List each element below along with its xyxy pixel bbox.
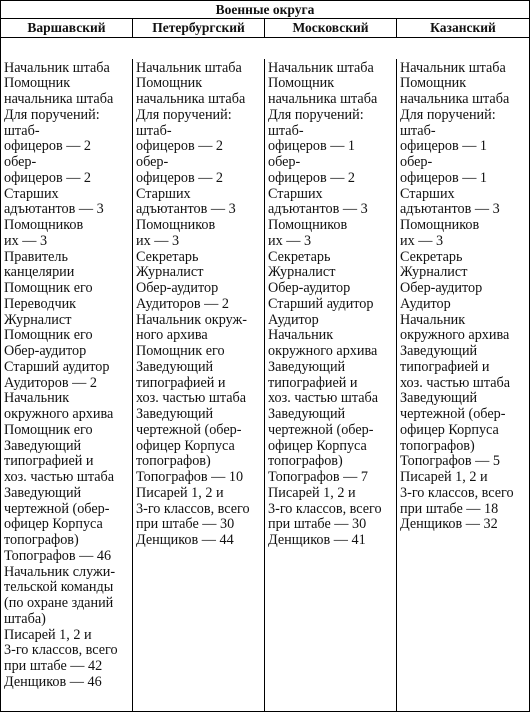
cell-line: начальника штаба (136, 91, 246, 107)
cell-line: окружного архива (268, 343, 378, 359)
cell-line: Помощник (4, 75, 71, 92)
cell-line: Начальник (400, 311, 466, 328)
cell-line: топографов) (4, 532, 79, 548)
cell-line: Секретарь (400, 248, 463, 265)
cell-line: Топографов — 5 (400, 453, 500, 470)
cell-line: штаб- (400, 122, 436, 139)
cell-line: чертежной (обер- (136, 421, 242, 438)
cell-line: адъютантов — 3 (136, 201, 236, 218)
cell-line: Заведующий (136, 406, 214, 422)
cell-line: типографией и (400, 358, 490, 375)
cell-line: чертежной (обер- (268, 421, 374, 438)
cell-line: Начальник штаба (4, 59, 110, 76)
cell-line: Старший аудитор (268, 295, 374, 312)
cell-line: 3-го классов, всего (136, 500, 250, 517)
cell-line: чертежной (обер- (4, 500, 110, 517)
cell-line: обер- (400, 154, 433, 170)
cell-line: Топографов — 10 (136, 469, 244, 485)
cell-line: Журналист (268, 264, 336, 281)
cell-line: Начальник штаба (268, 59, 374, 76)
cell-line: офицер Корпуса (268, 437, 367, 454)
cell-line: Начальник (4, 390, 70, 407)
cell-line: Помощник (268, 75, 335, 92)
cell-line: Аудиторов — 2 (136, 295, 229, 312)
cell-line: штаб- (268, 122, 304, 139)
cell-line: 3-го классов, всего (4, 642, 118, 659)
cell-line: Писарей 1, 2 и (136, 484, 224, 501)
cell-line: Журналист (400, 264, 468, 281)
cell-line: штаб- (136, 122, 172, 139)
cell-line: начальника штаба (268, 91, 378, 107)
cell-line: Старших (136, 185, 191, 202)
cell-line: адъютантов — 3 (268, 201, 368, 218)
cell-line: офицеров — 1 (268, 138, 356, 155)
cell-line: Старший аудитор (4, 358, 110, 375)
cell-line: Заведующий (268, 406, 346, 422)
column-cell-warsaw (1, 59, 133, 712)
cell-line: ного архива (136, 327, 208, 344)
cell-line: 3-го классов, всего (400, 484, 514, 501)
cell-line: Начальник окруж- (136, 311, 248, 328)
cell-line: Заведующий (400, 390, 478, 407)
cell-line: топографов) (268, 453, 343, 470)
cell-line: Правитель (4, 248, 68, 265)
column-header-warsaw: Варшавский (1, 19, 133, 38)
cell-line: Денщиков — 46 (4, 673, 102, 690)
table-caption: Военные округа (1, 1, 529, 19)
cell-line: обер- (136, 154, 169, 170)
cell-line: офицеров — 1 (400, 138, 488, 155)
cell-line: тельской команды (4, 579, 114, 596)
column-cell-petersburg (133, 59, 265, 712)
cell-line: окружного архива (400, 327, 510, 344)
cell-line: Старших (4, 185, 59, 202)
cell-line: Денщиков — 32 (400, 516, 498, 533)
cell-line: их — 3 (400, 232, 444, 249)
cell-line: хоз. частью штаба (400, 374, 511, 391)
cell-line: канцелярии (4, 264, 75, 281)
cell-line: Журналист (136, 264, 204, 281)
cell-line: офицеров — 2 (4, 169, 92, 186)
cell-line: Секретарь (136, 248, 199, 265)
cell-line: начальника штаба (400, 91, 510, 107)
cell-line: Начальник (268, 327, 334, 344)
cell-line: их — 3 (4, 232, 48, 249)
cell-line: Писарей 1, 2 и (268, 484, 356, 501)
cell-line: Начальник штаба (136, 59, 242, 76)
column-cell-moscow (265, 59, 397, 712)
cell-line: чертежной (обер- (400, 406, 506, 422)
cell-line: Помощник его (4, 327, 93, 344)
cell-line: офицеров — 2 (136, 138, 224, 155)
cell-line: офицеров — 2 (136, 169, 224, 186)
cell-line: Писарей 1, 2 и (400, 469, 488, 485)
cell-line: Для поручений: (400, 106, 496, 123)
cell-line: их — 3 (268, 232, 312, 249)
cell-line: Топографов — 46 (4, 547, 112, 564)
cell-line: Обер-аудитор (4, 343, 87, 359)
cell-line: обер- (4, 154, 37, 170)
cell-line: при штабе — 30 (136, 516, 235, 533)
cell-line: типографией и (268, 374, 358, 391)
cell-line: 3-го классов, всего (268, 500, 382, 517)
cell-line: Заведующий (400, 343, 478, 359)
cell-line: Помощников (400, 217, 480, 233)
cell-line: при штабе — 18 (400, 500, 499, 517)
cell-line: Заведующий (268, 358, 346, 375)
cell-line: типографией и (4, 453, 94, 470)
cell-line: Помощников (268, 217, 348, 233)
cell-line: Переводчик (4, 295, 77, 312)
cell-line: Аудитор (268, 311, 319, 328)
cell-line: Помощник его (4, 421, 93, 438)
column-header-kazan: Казанский (397, 19, 529, 38)
cell-line: Старших (268, 185, 323, 202)
cell-line: Заведующий (4, 484, 82, 501)
cell-line: Аудиторов — 2 (4, 374, 97, 391)
cell-line: хоз. частью штаба (268, 390, 379, 407)
cell-line: Заведующий (4, 437, 82, 454)
cell-line: Журналист (4, 311, 72, 328)
cell-line: окружного архива (4, 406, 114, 422)
cell-line: Помощников (4, 217, 84, 233)
cell-line: обер- (268, 154, 301, 170)
cell-line: их — 3 (136, 232, 180, 249)
cell-line: Обер-аудитор (268, 280, 351, 296)
cell-line: Для поручений: (136, 106, 232, 123)
cell-line: при штабе — 42 (4, 658, 103, 674)
cell-line: при штабе — 30 (268, 516, 367, 533)
cell-line: офицер Корпуса (136, 437, 235, 454)
cell-line: Для поручений: (4, 106, 100, 123)
cell-line: штаба) (4, 610, 46, 627)
cell-line: Аудитор (400, 295, 451, 312)
cell-line: топографов) (136, 453, 211, 470)
cell-line: хоз. частью штаба (4, 469, 115, 485)
cell-line: Заведующий (136, 358, 214, 375)
cell-line: офицеров — 2 (4, 138, 92, 155)
cell-line: начальника штаба (4, 91, 114, 107)
cell-line: Обер-аудитор (136, 280, 219, 296)
cell-line: Помощник (400, 75, 467, 92)
cell-line: офицер Корпуса (4, 516, 103, 533)
cell-line: Секретарь (268, 248, 331, 265)
cell-line: Денщиков — 44 (136, 532, 234, 548)
cell-line: Денщиков — 41 (268, 532, 366, 548)
cell-line: Начальник служи- (4, 563, 116, 580)
cell-line: адъютантов — 3 (400, 201, 500, 218)
cell-line: Для поручений: (268, 106, 364, 123)
cell-line: офицеров — 2 (268, 169, 356, 186)
cell-line: Помощник его (136, 343, 225, 359)
cell-line: топографов) (400, 437, 475, 454)
cell-line: Помощников (136, 217, 216, 233)
cell-line: типографией и (136, 374, 226, 391)
column-header-moscow: Московский (265, 19, 397, 38)
cell-line: Обер-аудитор (400, 280, 483, 296)
cell-line: Старших (400, 185, 455, 202)
cell-line: штаб- (4, 122, 40, 139)
cell-line: Начальник штаба (400, 59, 506, 76)
column-cell-kazan (397, 59, 529, 712)
cell-line: адъютантов — 3 (4, 201, 104, 218)
cell-line: Писарей 1, 2 и (4, 626, 92, 643)
cell-line: Топографов — 7 (268, 469, 368, 485)
cell-line: Помощник его (4, 280, 93, 296)
table-body (1, 19, 529, 711)
cell-line: хоз. частью штаба (136, 390, 247, 407)
cell-line: офицеров — 1 (400, 169, 488, 186)
cell-line: Помощник (136, 75, 203, 92)
column-header-petersburg: Петербургский (133, 19, 265, 38)
cell-line: (по охране зданий (4, 595, 114, 611)
cell-line: офицер Корпуса (400, 421, 499, 438)
